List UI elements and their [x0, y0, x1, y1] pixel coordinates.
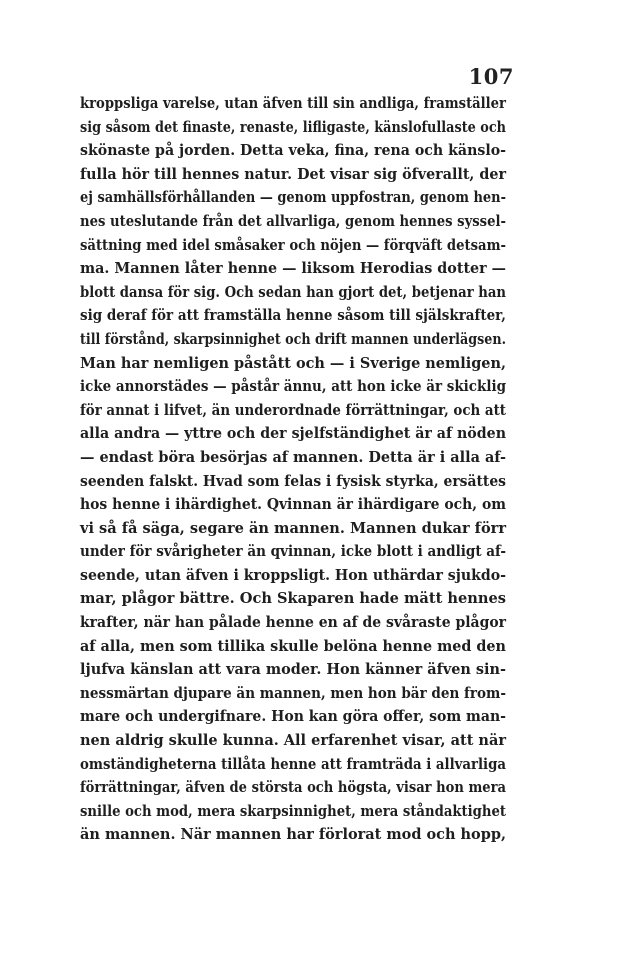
text-line: förrättningar, äfven de största och högsta, visar hon mera	[80, 778, 506, 797]
text-line: blott dansa för sig. Och sedan han gjort det, betjenar han	[80, 282, 506, 301]
text-line: icke annorstädes — påstår ännu, att hon icke är skicklig	[80, 377, 506, 396]
text-line: seende, utan äfven i kroppsligt. Hon uthärdar sjukdo-	[80, 565, 506, 584]
text-line: alla andra — yttre och der sjelfständighet är af nöden	[80, 424, 506, 443]
text-line: — endast böra besörjas af mannen. Detta är i alla af-	[80, 447, 506, 466]
text-line: snille och mod, mera skarpsinnighet, mera ståndaktighet	[80, 801, 506, 820]
text-line: omständigheterna tillåta henne att framträda i allvarliga	[80, 754, 506, 773]
text-line: ljufva känslan att vara moder. Hon känner äfven sin-	[80, 660, 506, 679]
text-line: mar, plågor bättre. Och Skaparen hade mätt hennes	[80, 589, 506, 608]
text-line: sättning med idel småsaker och nöjen — förqväft detsam-	[80, 235, 506, 254]
text-line: ej samhällsförhållanden — genom uppfostran, genom hen-	[80, 188, 506, 207]
text-line: krafter, när han pålade henne en af de svåraste plågor	[80, 613, 506, 632]
text-line: ma. Mannen låter henne — liksom Herodias dotter —	[80, 259, 506, 278]
text-line: nessmärtan djupare än mannen, men hon bär den from-	[80, 683, 506, 702]
page-number: 107	[468, 64, 514, 89]
text-line: vi så få säga, segare än mannen. Mannen dukar förr	[80, 518, 506, 537]
text-line: skönaste på jorden. Detta veka, fina, rena och känslo-	[80, 141, 506, 160]
text-line: sig såsom det finaste, renaste, lifligaste, känslofullaste och	[80, 117, 506, 136]
text-line: nen aldrig skulle kunna. All erfarenhet visar, att när	[80, 731, 506, 750]
text-line: sig deraf för att framställa henne såsom till själskrafter,	[80, 306, 506, 325]
text-line: hos henne i ihärdighet. Qvinnan är ihärdigare och, om	[80, 495, 506, 514]
text-line: seenden falskt. Hvad som felas i fysisk styrka, ersättes	[80, 471, 506, 490]
text-line: mare och undergifnare. Hon kan göra offer, som man-	[80, 707, 506, 726]
text-line: Man har nemligen påstått och — i Sverige nemligen,	[80, 353, 506, 372]
text-line: än mannen. När mannen har förlorat mod och hopp,	[80, 825, 506, 844]
text-line: under för svårigheter än qvinnan, icke blott i andligt af-	[80, 542, 506, 561]
text-line: för annat i lifvet, än underordnade förrättningar, och att	[80, 400, 506, 419]
text-line: fulla hör till hennes natur. Det visar sig öfverallt, der	[80, 164, 506, 183]
text-line: af alla, men som tillika skulle belöna henne med den	[80, 636, 506, 655]
text-line: till förstånd, skarpsinnighet och drift mannen underlägsen.	[80, 329, 506, 348]
body-text	[80, 92, 506, 847]
text-line: nes uteslutande från det allvarliga, genom hennes syssel-	[80, 211, 506, 230]
text-line: kroppsliga varelse, utan äfven till sin andliga, framställer	[80, 94, 506, 112]
